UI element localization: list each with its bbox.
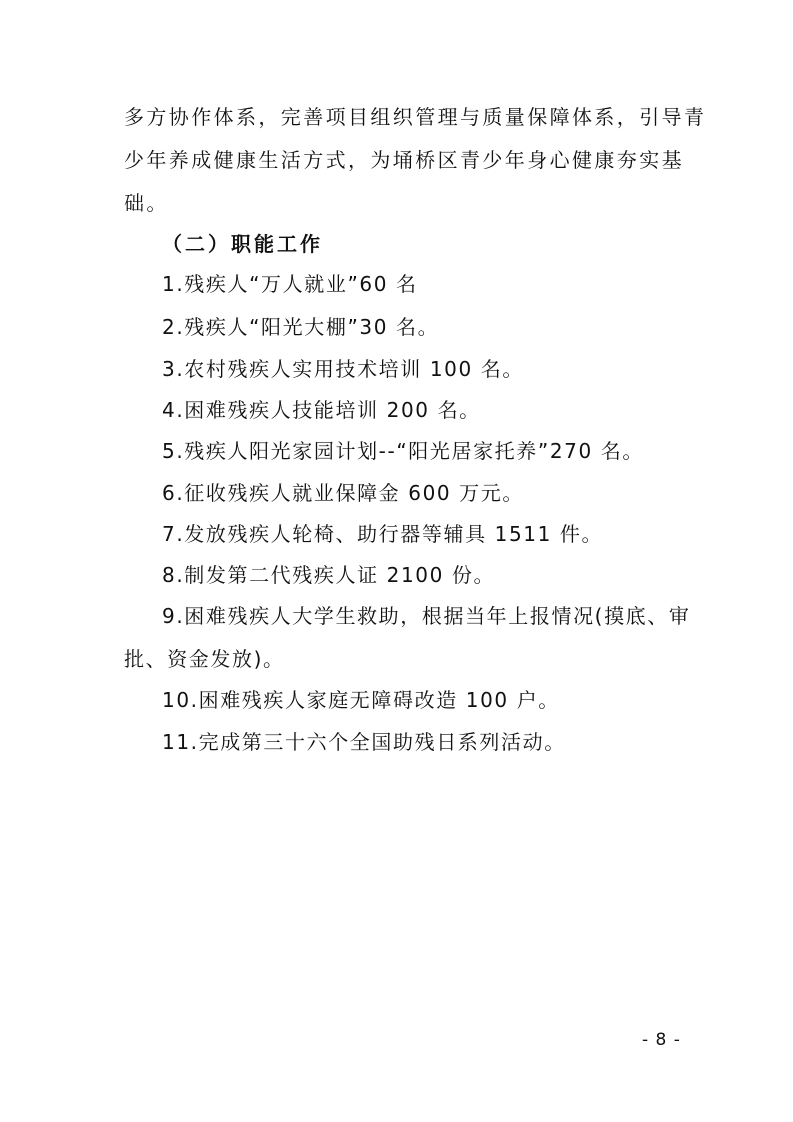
list-item-9-continuation: 批、资金发放)。: [124, 647, 285, 671]
list-item-6: 6.征收残疾人就业保障金 600 万元。: [162, 481, 524, 505]
page-number: - 8 -: [642, 1030, 681, 1050]
intro-paragraph-line-2: 少年养成健康生活方式，为埇桥区青少年身心健康夯实基: [124, 148, 684, 172]
list-item-2: 2.残疾人“阳光大棚”30 名。: [162, 315, 440, 339]
list-item-9: 9.困难残疾人大学生救助，根据当年上报情况(摸底、审: [162, 604, 691, 628]
list-item-5: 5.残疾人阳光家园计划--“阳光居家托养”270 名。: [162, 439, 644, 463]
intro-paragraph-line-3: 础。: [124, 191, 169, 215]
list-item-7: 7.发放残疾人轮椅、助行器等辅具 1511 件。: [162, 522, 604, 546]
list-item-10: 10.困难残疾人家庭无障碍改造 100 户。: [162, 688, 560, 712]
list-item-4: 4.困难残疾人技能培训 200 名。: [162, 398, 481, 422]
list-item-1: 1.残疾人“万人就业”60 名: [162, 272, 418, 296]
list-item-8: 8.制发第二代残疾人证 2100 份。: [162, 563, 496, 587]
section-heading: （二）职能工作: [162, 232, 323, 256]
list-item-3: 3.农村残疾人实用技术培训 100 名。: [162, 357, 524, 381]
list-item-11: 11.完成第三十六个全国助残日系列活动。: [162, 730, 566, 754]
intro-paragraph-line-1: 多方协作体系，完善项目组织管理与质量保障体系，引导青: [124, 105, 707, 129]
